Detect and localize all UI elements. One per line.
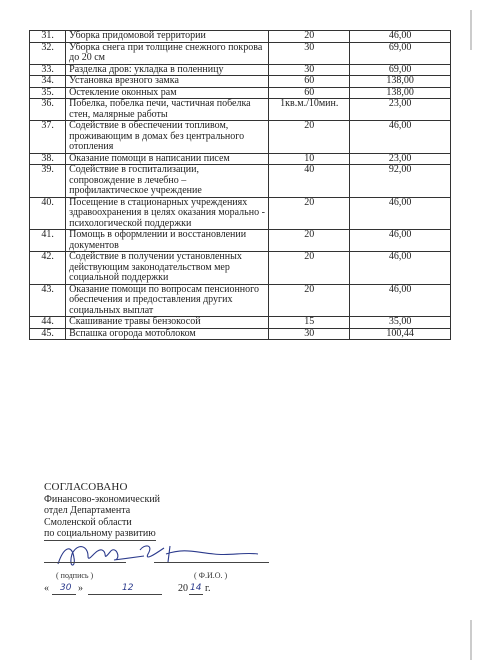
year-underline: [189, 594, 203, 595]
row-number: 31.: [30, 31, 66, 43]
price: 46,00: [350, 121, 451, 154]
service-name: Остекление оконных рам: [66, 87, 269, 99]
scan-edge-mark-icon: [468, 620, 474, 660]
price: 92,00: [350, 165, 451, 198]
services-table-body: [30, 31, 451, 340]
row-number: 38.: [30, 153, 66, 165]
price: 100,44: [350, 328, 451, 340]
row-number: 45.: [30, 328, 66, 340]
table-row: [30, 42, 451, 64]
approval-title: СОГЛАСОВАНО: [44, 481, 128, 493]
table-row: [30, 31, 451, 43]
row-number: 40.: [30, 197, 66, 230]
approval-line-2: отдел Департамента: [44, 505, 131, 516]
table-row: [30, 284, 451, 317]
time-unit: 60: [269, 76, 350, 88]
price: 35,00: [350, 317, 451, 329]
row-number: 35.: [30, 87, 66, 99]
handwritten-signature-icon: [44, 540, 294, 572]
service-name: Оказание помощи по вопросам пенсионного обеспечения и предоставления других социальных выплат: [66, 284, 269, 317]
table-row: [30, 64, 451, 76]
time-unit: 1кв.м./10мин.: [269, 99, 350, 121]
table-row: [30, 317, 451, 329]
approval-block: [44, 482, 284, 541]
time-unit: 20: [269, 284, 350, 317]
date-year-end: г.: [205, 583, 211, 594]
month-underline: [88, 594, 162, 595]
price: 138,00: [350, 87, 451, 99]
time-unit: 20: [269, 252, 350, 285]
table-row: [30, 76, 451, 88]
row-number: 36.: [30, 99, 66, 121]
service-name: Установка врезного замка: [66, 76, 269, 88]
date-close-quote: »: [78, 583, 83, 594]
price: 69,00: [350, 64, 451, 76]
time-unit: 40: [269, 165, 350, 198]
row-number: 42.: [30, 252, 66, 285]
service-name: Оказание помощи в написании писем: [66, 153, 269, 165]
price: 23,00: [350, 153, 451, 165]
time-unit: 20: [269, 31, 350, 43]
price: 46,00: [350, 284, 451, 317]
time-unit: 20: [269, 121, 350, 154]
price: 46,00: [350, 31, 451, 43]
approval-line-4: по социальному развитию: [44, 528, 156, 539]
date-year-suffix: 14: [190, 583, 202, 593]
price: 46,00: [350, 197, 451, 230]
service-name: Содействие в получении установленных действующим законодательством мер социальной поддержки: [66, 252, 269, 285]
date-row: [44, 583, 254, 597]
service-name: Содействие в госпитализации, сопровождение в лечебно – профилактическое учреждение: [66, 165, 269, 198]
service-name: Уборка снега при толщине снежного покрова до 20 см: [66, 42, 269, 64]
service-name: Содействие в обеспечении топливом, проживающим в домах без центрального отопления: [66, 121, 269, 154]
approval-line-1: Финансово-экономический: [44, 493, 161, 505]
price: 46,00: [350, 252, 451, 285]
price: 46,00: [350, 230, 451, 252]
time-unit: 30: [269, 64, 350, 76]
table-row: [30, 99, 451, 121]
signature-area: [44, 540, 294, 600]
table-row: [30, 121, 451, 154]
table-row: [30, 328, 451, 340]
table-row: [30, 252, 451, 285]
row-number: 34.: [30, 76, 66, 88]
service-name: Скашивание травы бензокосой: [66, 317, 269, 329]
approval-line-3: Смоленской области: [44, 516, 132, 528]
row-number: 39.: [30, 165, 66, 198]
row-number: 44.: [30, 317, 66, 329]
time-unit: 30: [269, 328, 350, 340]
date-year-prefix: 20: [178, 583, 188, 594]
service-name: Разделка дров: укладка в поленницу: [66, 64, 269, 76]
time-unit: 15: [269, 317, 350, 329]
row-number: 33.: [30, 64, 66, 76]
time-unit: 20: [269, 197, 350, 230]
table-row: [30, 87, 451, 99]
date-month: 12: [122, 583, 134, 593]
signature-caption: ( подпись ): [56, 571, 94, 580]
time-unit: 10: [269, 153, 350, 165]
service-name: Помощь в оформлении и восстановлении документов: [66, 230, 269, 252]
time-unit: 20: [269, 230, 350, 252]
services-table: [29, 30, 451, 340]
service-name: Посещение в стационарных учреждениях здравоохранения в целях оказания морально - психологической поддержки: [66, 197, 269, 230]
service-name: Уборка придомовой территории: [66, 31, 269, 43]
name-caption: ( Ф.И.О. ): [194, 571, 228, 580]
price: 138,00: [350, 76, 451, 88]
price: 23,00: [350, 99, 451, 121]
service-name: Побелка, побелка печи, частичная побелка стен, малярные работы: [66, 99, 269, 121]
scan-edge-mark-icon: [468, 10, 474, 50]
time-unit: 60: [269, 87, 350, 99]
row-number: 37.: [30, 121, 66, 154]
row-number: 41.: [30, 230, 66, 252]
table-row: [30, 197, 451, 230]
signature-line: [44, 562, 126, 563]
time-unit: 30: [269, 42, 350, 64]
row-number: 32.: [30, 42, 66, 64]
table-row: [30, 153, 451, 165]
row-number: 43.: [30, 284, 66, 317]
price: 69,00: [350, 42, 451, 64]
table-row: [30, 165, 451, 198]
date-open-quote: «: [44, 583, 49, 594]
day-underline: [52, 594, 76, 595]
date-day: 30: [60, 583, 72, 593]
name-line: [154, 562, 269, 563]
table-row: [30, 230, 451, 252]
service-name: Вспашка огорода мотоблоком: [66, 328, 269, 340]
